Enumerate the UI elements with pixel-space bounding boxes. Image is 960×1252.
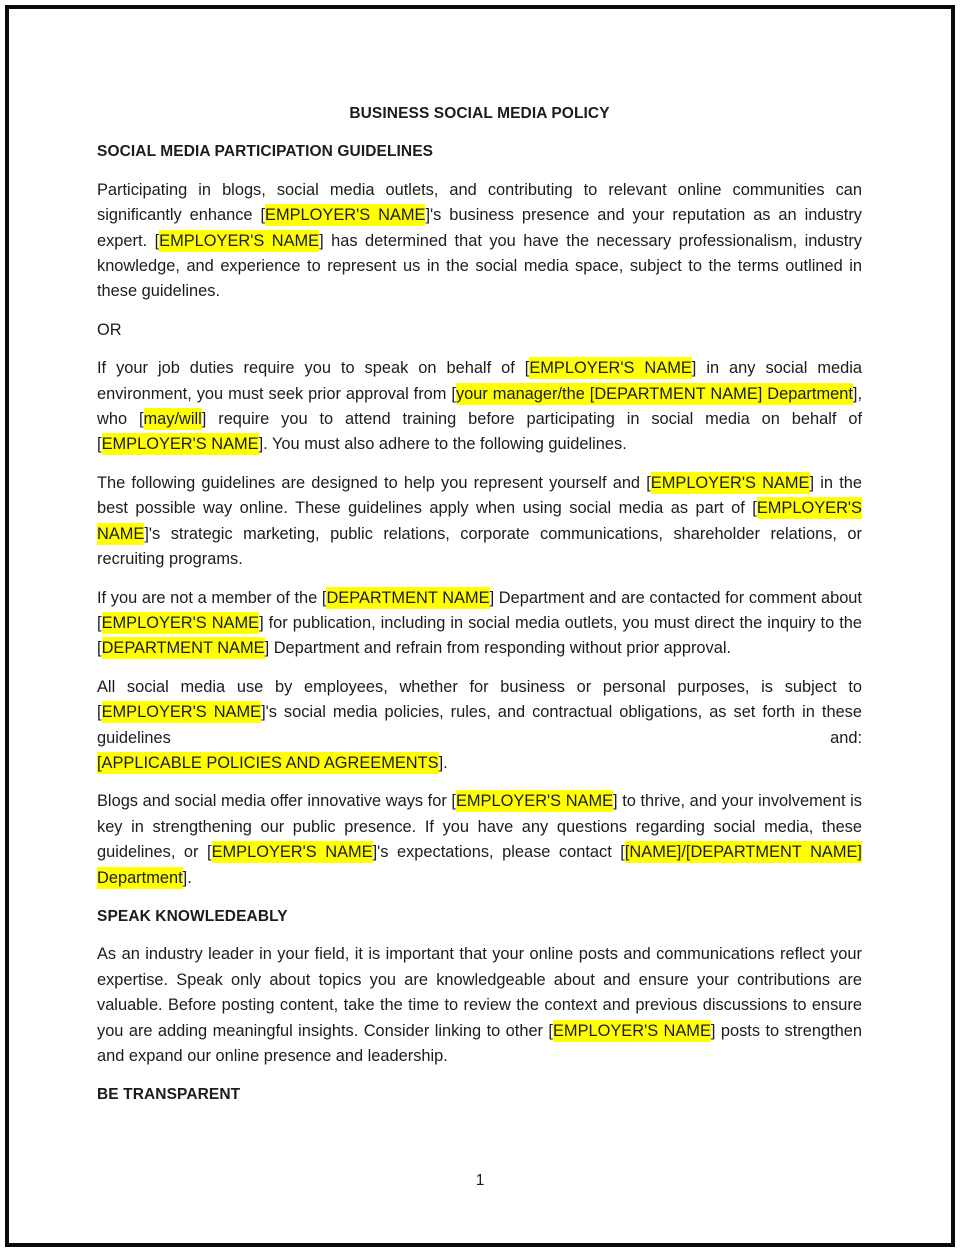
paragraph xyxy=(97,675,862,726)
text-run: ] Department and refrain from responding without prior approval. xyxy=(264,639,732,658)
text-run: ]. xyxy=(438,753,448,772)
text-run: ] to thrive, and your involvement is key in strengthening our public presence. If you have any questions regarding social media, these guidelines, or [ xyxy=(97,792,862,862)
highlight-placeholder: EMPLOYER'S NAME xyxy=(455,792,614,811)
text-run: ], who [ xyxy=(97,384,862,429)
highlight-placeholder: your manager/the [DEPARTMENT NAME] Department xyxy=(455,384,853,403)
spread-right-text: and: xyxy=(830,728,862,747)
highlight-placeholder: EMPLOYER'S NAME xyxy=(211,843,373,862)
paragraph xyxy=(97,586,862,662)
page-footer xyxy=(9,1171,951,1191)
highlight-placeholder: EMPLOYER'S NAME xyxy=(101,703,262,722)
text-run: All social media use by employees, whether for business or personal purposes, is subject to [ xyxy=(97,677,862,722)
document-content xyxy=(97,101,862,1121)
highlight-placeholder: EMPLOYER'S NAME xyxy=(101,613,260,632)
text-run: ]'s expectations, please contact [ xyxy=(372,843,625,862)
section-heading: BE TRANSPARENT xyxy=(97,1086,241,1104)
text-run: ] posts to strengthen and expand our online presence and leadership. xyxy=(97,1021,862,1065)
text-run: ]. xyxy=(182,868,192,887)
text-run: Participating in blogs, social media outlets, and contributing to relevant online communities can significantly enhance [ xyxy=(97,180,862,225)
highlight-placeholder: EMPLOYER'S NAME xyxy=(97,499,862,543)
highlight-placeholder: EMPLOYER'S NAME xyxy=(101,435,259,454)
highlight-placeholder: EMPLOYER'S NAME xyxy=(650,473,810,492)
highlight-placeholder: may/will xyxy=(143,410,202,429)
section-heading: SOCIAL MEDIA PARTICIPATION GUIDELINES xyxy=(97,143,434,161)
text-run: ] in any social media environment, you must seek prior approval from [ xyxy=(97,359,862,403)
text-run: ]. You must also adhere to the following guidelines. xyxy=(258,435,627,454)
highlight-placeholder: [APPLICABLE POLICIES AND AGREEMENTS xyxy=(97,753,439,772)
text-run: ] in the best possible way online. These guidelines apply when using social media as part of [ xyxy=(97,473,862,518)
paragraph xyxy=(97,471,862,573)
text-run: ] require you to attend training before participating in social media on behalf of [ xyxy=(97,410,862,454)
highlight-placeholder: EMPLOYER'S NAME xyxy=(265,206,426,225)
section-heading: SPEAK KNOWLEDEABLY xyxy=(97,907,288,925)
highlight-placeholder: [NAME]/[DEPARTMENT NAME] Department xyxy=(97,843,862,887)
spread-left-text: guidelines xyxy=(97,728,171,747)
text-run: ]'s business presence and your reputation as an industry expert. [ xyxy=(97,206,862,250)
highlight-placeholder: EMPLOYER'S NAME xyxy=(159,231,320,250)
highlight-placeholder: DEPARTMENT NAME xyxy=(326,588,490,607)
highlight-placeholder: DEPARTMENT NAME xyxy=(101,639,265,658)
text-run: ] Department and are contacted for comment about [ xyxy=(97,588,862,632)
text-run: If you are not a member of the [ xyxy=(97,588,327,607)
paragraph xyxy=(97,789,862,891)
highlight-placeholder: EMPLOYER'S NAME xyxy=(529,359,692,378)
paragraph xyxy=(97,318,862,343)
paragraph xyxy=(97,942,862,1069)
doc-title: BUSINESS SOCIAL MEDIA POLICY xyxy=(349,105,610,122)
paragraph xyxy=(97,178,862,305)
text-run: The following guidelines are designed to help you represent yourself and [ xyxy=(97,473,651,492)
paragraph xyxy=(97,356,862,458)
text-run: As an industry leader in your field, it is important that your online posts and communications reflect your expertise. Speak only about topics you are knowledgeable about and ensure your contributions are valuable. Before posting content, take the time to review the context and previous discussions to ensure you are adding meaningful insights. Consider linking to other [ xyxy=(97,945,862,1040)
spread-line xyxy=(97,726,862,751)
text-run: ] has determined that you have the necessary professionalism, industry knowledge, and experience to represent us in the social media space, subject to the terms outlined in these guidelines. xyxy=(97,231,862,301)
text-run: ]'s social media policies, rules, and contractual obligations, as set forth in these xyxy=(261,703,862,722)
page-number: 1 xyxy=(475,1172,485,1189)
text-run: OR xyxy=(97,320,122,339)
paragraph xyxy=(97,751,862,776)
text-run: ] for publication, including in social media outlets, you must direct the inquiry to the [ xyxy=(97,613,862,658)
document-page xyxy=(5,5,955,1247)
highlight-placeholder: EMPLOYER'S NAME xyxy=(552,1021,711,1040)
text-run: Blogs and social media offer innovative ways for [ xyxy=(97,792,456,811)
text-run: ]'s strategic marketing, public relations, corporate communications, shareholder relations, or recruiting programs. xyxy=(97,524,862,569)
text-run: If your job duties require you to speak on behalf of [ xyxy=(97,359,530,378)
